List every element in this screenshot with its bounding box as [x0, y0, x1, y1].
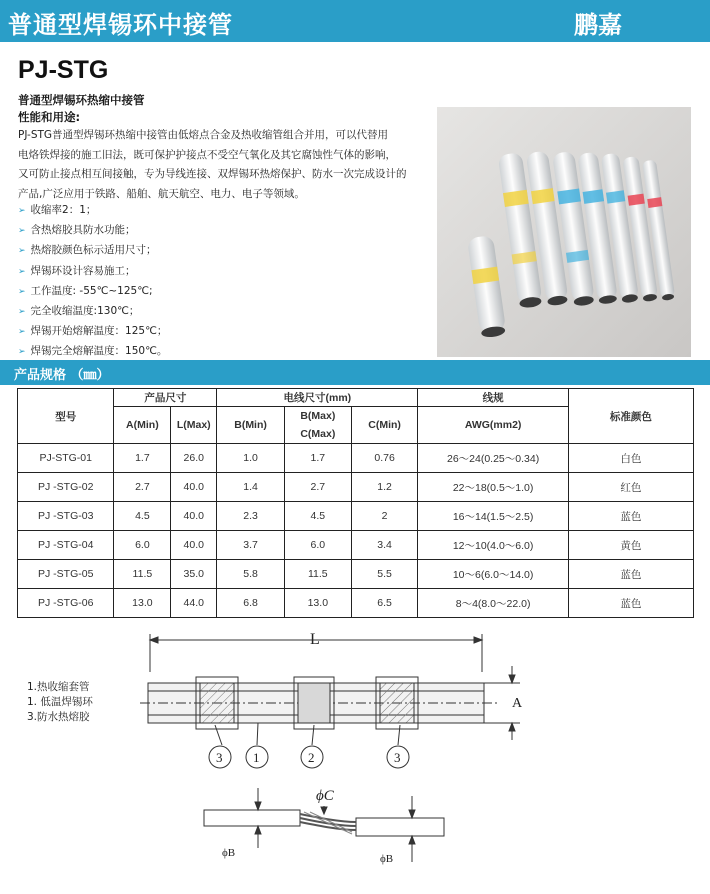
description-line: 电烙铁焊接的施工旧法，既可保护护接点不受空气氧化及其它腐蚀性气体的影响，	[18, 148, 396, 161]
table-row	[18, 502, 694, 531]
cell-l-max: 44.0	[171, 589, 217, 618]
header-gauge: 线规	[418, 389, 568, 407]
cell-l-max: 40.0	[171, 502, 217, 531]
cell-b-max: 4.5	[284, 502, 351, 531]
cell-l-max: 35.0	[171, 560, 217, 589]
header-b-min: B(Min)	[217, 407, 285, 444]
spec-table	[17, 388, 694, 618]
header-wire-size: 电线尺寸(mm)	[217, 389, 418, 407]
cell-a-min: 2.7	[114, 473, 171, 502]
cell-model: PJ -STG-05	[18, 560, 114, 589]
cell-c-min: 5.5	[351, 560, 418, 589]
description-line: 产品,广泛应用于铁路、船舶、航天航空、电力、电子等领域。	[18, 187, 305, 200]
cell-color: 蓝色	[568, 589, 693, 618]
feature-item: ➢ 完全收缩温度:130℃；	[18, 305, 140, 318]
cell-b-min: 5.8	[217, 560, 285, 589]
product-description	[18, 126, 418, 204]
cell-color: 红色	[568, 473, 693, 502]
cell-b-max: 6.0	[284, 531, 351, 560]
spec-section-title: 产品规格 （㎜）	[14, 368, 110, 383]
cell-b-min: 1.0	[217, 444, 285, 473]
cell-color: 蓝色	[568, 502, 693, 531]
header-a-min: A(Min)	[114, 407, 171, 444]
feature-item: ➢ 收缩率2：1；	[18, 204, 97, 216]
cell-model: PJ-STG-01	[18, 444, 114, 473]
cell-color: 黄色	[568, 531, 693, 560]
feature-item: ➢ 焊锡环设计容易施工；	[18, 264, 136, 277]
cell-model: PJ -STG-06	[18, 589, 114, 618]
header-product-size: 产品尺寸	[114, 389, 217, 407]
header-awg: AWG(mm2)	[418, 407, 568, 444]
cell-a-min: 13.0	[114, 589, 171, 618]
cell-model: PJ -STG-03	[18, 502, 114, 531]
model-code: PJ-STG	[18, 56, 109, 84]
cell-c-min: 3.4	[351, 531, 418, 560]
page-header	[0, 0, 710, 42]
bullet-arrow-icon: ➢	[18, 307, 26, 318]
bullet-arrow-icon: ➢	[18, 226, 26, 237]
cell-c-min: 6.5	[351, 589, 418, 618]
cell-l-max: 40.0	[171, 531, 217, 560]
cell-awg: 16～14(1.5～2.5)	[418, 502, 568, 531]
cell-awg: 8～4(8.0～22.0)	[418, 589, 568, 618]
feature-item: ➢ 热熔胶颜色标示适用尺寸；	[18, 244, 157, 257]
cell-awg: 12～10(4.0～6.0)	[418, 531, 568, 560]
cell-a-min: 1.7	[114, 444, 171, 473]
feature-item: ➢ 焊锡完全熔解温度：150℃。	[18, 345, 168, 358]
dim-label-l: L	[310, 631, 320, 648]
dim-label-c: ϕC	[316, 788, 334, 804]
legend-item: 1.热收缩套管	[27, 681, 90, 693]
table-row	[18, 531, 694, 560]
cell-awg: 22～18(0.5～1.0)	[418, 473, 568, 502]
bullet-arrow-icon: ➢	[18, 347, 26, 358]
cell-b-min: 2.3	[217, 502, 285, 531]
cell-a-min: 11.5	[114, 560, 171, 589]
cell-b-max: 1.7	[284, 444, 351, 473]
table-row	[18, 589, 694, 618]
dim-label-a: A	[512, 696, 523, 711]
callout-1: 1	[253, 750, 260, 765]
cell-b-max: 2.7	[284, 473, 351, 502]
callout-2: 2	[308, 750, 315, 765]
cell-c-min: 1.2	[351, 473, 418, 502]
header-c-min: C(Min)	[351, 407, 418, 444]
product-subtitle: 普通型焊锡环热缩中接管	[18, 93, 145, 107]
bullet-arrow-icon: ➢	[18, 206, 26, 216]
cell-l-max: 26.0	[171, 444, 217, 473]
product-photo	[437, 107, 691, 357]
spec-section-bar	[0, 360, 710, 385]
table-header-row	[18, 389, 694, 407]
bullet-arrow-icon: ➢	[18, 266, 26, 277]
header-model: 型号	[18, 389, 114, 444]
description-line: PJ-STG普通型焊锡环热缩中接管由低熔点合金及热收缩管组合并用，可以代替用	[18, 129, 389, 141]
cell-color: 蓝色	[568, 560, 693, 589]
cell-awg: 26～24(0.25～0.34)	[418, 444, 568, 473]
feature-list	[18, 201, 418, 363]
callout-3-right: 3	[394, 750, 401, 765]
cell-color: 白色	[568, 444, 693, 473]
cell-b-max: 11.5	[284, 560, 351, 589]
cell-b-min: 3.7	[217, 531, 285, 560]
dim-label-b-left: ϕB	[222, 847, 236, 859]
feature-item: ➢ 含热熔胶具防水功能；	[18, 224, 136, 237]
brand-name: 鹏嘉	[574, 11, 622, 39]
dimension-diagram	[0, 620, 710, 894]
legend-item: 1. 低温焊锡环	[27, 696, 93, 708]
cell-b-min: 6.8	[217, 589, 285, 618]
usage-heading: 性能和用途:	[18, 110, 81, 124]
description-line: 又可防止接点相互间接触，专为导线连接、双焊锡环热熔保护、防水一次完成设计的	[18, 168, 407, 180]
cell-a-min: 4.5	[114, 502, 171, 531]
cell-model: PJ -STG-02	[18, 473, 114, 502]
cell-awg: 10～6(6.0～14.0)	[418, 560, 568, 589]
bullet-arrow-icon: ➢	[18, 327, 26, 338]
cell-l-max: 40.0	[171, 473, 217, 502]
header-b-max: B(Max) C(Max)	[284, 407, 351, 444]
cell-b-min: 1.4	[217, 473, 285, 502]
feature-item: ➢ 工作温度: -55℃~125℃;	[18, 284, 153, 297]
header-l-max: L(Max)	[171, 407, 217, 444]
cell-b-max: 13.0	[284, 589, 351, 618]
cell-c-min: 2	[351, 502, 418, 531]
feature-item: ➢ 焊锡开始熔解温度：125℃；	[18, 325, 168, 338]
connector-photo-illustration	[437, 107, 691, 357]
table-row	[18, 560, 694, 589]
cell-model: PJ -STG-04	[18, 531, 114, 560]
page-title: 普通型焊锡环中接管	[8, 11, 233, 39]
dim-label-b-right: ϕB	[380, 853, 394, 865]
cell-c-min: 0.76	[351, 444, 418, 473]
header-color: 标准颜色	[568, 389, 693, 444]
cell-a-min: 6.0	[114, 531, 171, 560]
callout-3-left: 3	[216, 750, 223, 765]
table-row	[18, 473, 694, 502]
bullet-arrow-icon: ➢	[18, 286, 26, 297]
table-row	[18, 444, 694, 473]
legend-item: 3.防水热熔胶	[27, 711, 90, 723]
bullet-arrow-icon: ➢	[18, 246, 26, 257]
